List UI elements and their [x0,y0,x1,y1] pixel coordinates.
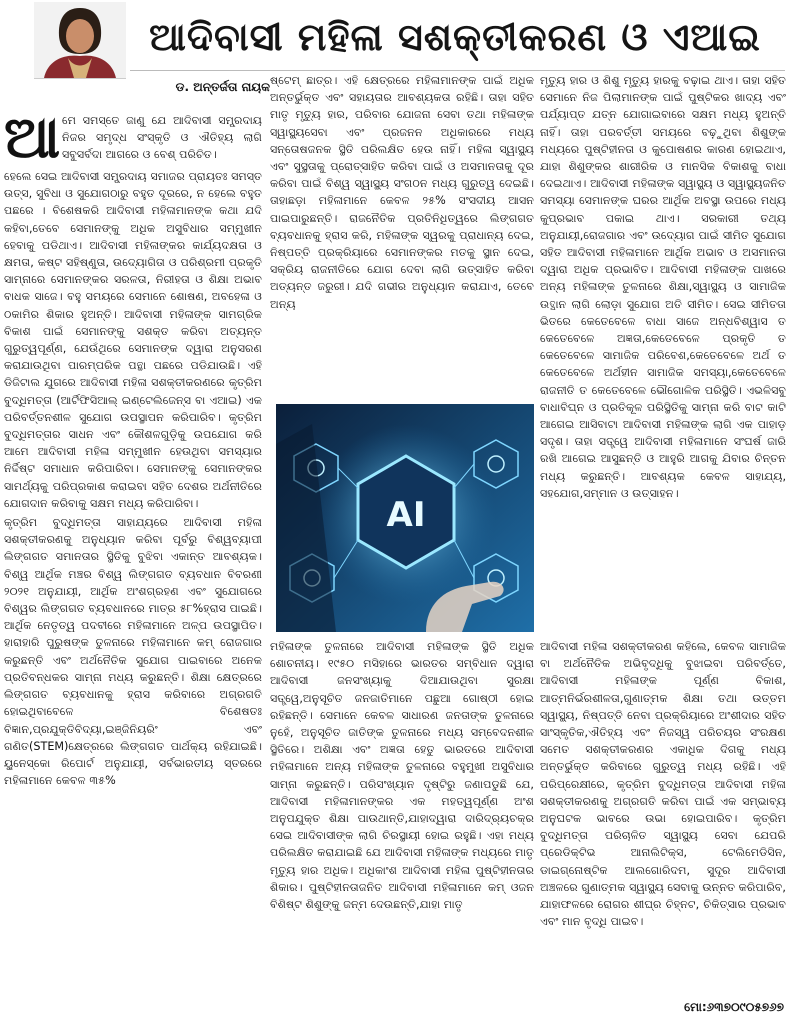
column-2-top [270,72,534,313]
body-paragraph: ମୃତ୍ୟୁ ହାର ଓ ଶିଶୁ ମୃତ୍ୟୁ ହାରକୁ ବଢ଼ାଇ ଥାଏ। ତାହା ସହିତ ସେମାନେ ନିଜ ପିଲାମାନଙ୍କ ପାଇଁ ପୁଷ୍ଟିକର ଖାଦ୍ୟ ଏବଂ ପର୍ଯ୍ୟାପ୍ତ ଯତ୍ନ ଯୋଗାଇବାରେ ସକ୍ଷମ ମଧ୍ୟ ହୁଅନ୍ତି ନାହିଁ। ତାହା ପରବର୍ତ୍ତୀ ସମୟରେ ବଢ଼ୁଥିବା ଶିଶୁଙ୍କ ମଧ୍ୟରେ ପୁଷ୍ଟିହୀନତା ଓ କୁପୋଷଣର କାରଣ ହୋଇଥାଏ, ଯାହା ଶିଶୁଙ୍କର ଶାରୀରିକ ଓ ମାନସିକ ବିକାଶକୁ ବାଧା ଦେଇଥାଏ। ଆଦିବାସୀ ମହିଳାଙ୍କ ସ୍ୱାସ୍ଥ୍ୟ ଓ ସ୍ୱାସ୍ଥ୍ୟଜନିତ ସମସ୍ୟା ସେମାନଙ୍କ ଘରର ଆର୍ଥିକ ଅବସ୍ଥା ଉପରେ ମଧ୍ୟ କୁପ୍ରଭାବ ପକାଇ ଥାଏ। ସରକାରୀ ତଥ୍ୟ ଅନୁଯାୟୀ,ରୋଜଗାର ଏବଂ ଉଦ୍ୟୋଗ ପାଇଁ ସୀମିତ ସୁଯୋଗ ସହିତ ଆଦିବାସୀ ମହିଳାମାନେ ଆର୍ଥିକ ଅଭାବ ଓ ଅସମାନତା ଦ୍ୱାରା ଅଧିକ ପ୍ରଭାବିତ। ଆଦିବାସୀ ମହିଳାଙ୍କ ପାଖରେ ଅନ୍ୟ ମହିଳାଙ୍କ ତୁଳନାରେ ଶିକ୍ଷା,ସ୍ୱାସ୍ଥ୍ୟ ଓ ସାମାଜିକ ଉତ୍ଥାନ ଲାଗି ଲୋଡ଼ା ସୁଯୋଗ ଅତି ସୀମିତ। ସେଇ ସୀମିତତା ଭିତରେ କେତେବେଳେ ବାଧା ସାଜେ ଅନ୍ଧବିଶ୍ୱାସ ତ କେତେବେଳେ ଅଜ୍ଞତା,କେତେବେଳେ ପ୍ରକୃତି ତ କେତେବେଳେ ସାମାଜିକ ପରିବେଶ,କେତେବେଳେ ଅର୍ଥ ତ କେତେବେଳେ ଅର୍ଥହୀନ ସାମାଜିକ ସମସ୍ୟା,କେତେବେଳେ ରାଜନୀତି ତ କେତେବେଳେ ଭୌଗୋଳିକ ପରିସ୍ଥିତି। ଏଭଳିସବୁ ବାଧାବିଘ୍ନ ଓ ପ୍ରତିକୂଳ ପରିସ୍ଥିତିକୁ ସାମ୍ନା କରି ବାଟ କାଟି ଆଗେଇ ଆସିବାଟା ଆଦିବାସୀ ମହିଳାଙ୍କ ଲାଗି ଏକ ପାହାଡ଼ ସଦୃଶ। ତାହା ସତ୍ତ୍ୱେ ଆଦିବାସୀ ମହିଳାମାନେ ସଂଘର୍ଷ ଜାରି ରଖି ଆଗେଇ ଆସୁଛନ୍ତି ଓ ଆହୁରି ଆଗକୁ ଯିବାର ଚିନ୍ତନ ମଧ୍ୟ କରୁଛନ୍ତି। ଆବଶ୍ୟକ କେବଳ ସାହାଯ୍ୟ, ସହଯୋଗ,ସମ୍ମାନ ଓ ଉତ୍ସାହନ। [540,74,786,500]
body-paragraph: କୃତ୍ରିମ ବୁଦ୍ଧିମତ୍ତା ସାହାଯ୍ୟରେ ଆଦିବାସୀ ମହିଳା ସଶକ୍ତୀକରଣକୁ ଅନୁଧ୍ୟାନ କରିବା ପୂର୍ବରୁ ବିଶ୍ୱବ୍ୟାପୀ ଲିଙ୍ଗଗତ ସମାନତାର ସ୍ଥିତିକୁ ବୁଝିବା ଏକାନ୍ତ ଆବଶ୍ୟକ। ବିଶ୍ୱ ଆର୍ଥିକ ମଞ୍ଚର ବିଶ୍ୱ ଲିଙ୍ଗଗତ ବ୍ୟବଧାନ ବିବରଣୀ ୨୦୨୧ ଅନୁଯାୟୀ, ଆର୍ଥିକ ଅଂଶଗ୍ରହଣ ଏବଂ ସୁଯୋଗରେ ବିଶ୍ୱର ଲିଙ୍ଗଗତ ବ୍ୟବଧାନରେ ମାତ୍ର ୫୮%ହ୍ରାସ ପାଇଛି। ଆର୍ଥିକ ନେତୃତ୍ୱ ପଦବୀରେ ମହିଳାମାନେ ଅଳ୍ପ ଉପସ୍ଥାପିତ। ହାରାହାରି ପୁରୁଷଙ୍କ ତୁଳନାରେ ମହିଳାମାନେ କମ୍ ରୋଜଗାର କରୁଛନ୍ତି ଏବଂ ଅର୍ଥନୈତିକ ସୁଯୋଗ ପାଇବାରେ ଅନେକ ପ୍ରତିବନ୍ଧକର ସାମ୍ନା ମଧ୍ୟ କରୁଛନ୍ତି। ଶିକ୍ଷା କ୍ଷେତ୍ରରେ ଲିଙ୍ଗଗତ ବ୍ୟବଧାନକୁ ହ୍ରାସ କରିବାରେ ଅଗ୍ରଗତି ହୋଇଥିବାବେଳେ ବିଶେଷତଃ ବିଜ୍ଞାନ,ପ୍ରଯୁକ୍ତିବିଦ୍ୟା,ଇଞ୍ଜିନିୟରିଂ ଏବଂ ଗଣିତ(STEM)କ୍ଷେତ୍ରରେ ଲିଙ୍ଗଗତ ପାର୍ଥକ୍ୟ ରହିଯାଇଛି। ୟୁନେସ୍କୋ ରିପୋର୍ଟ ଅନୁଯାୟୀ, ସର୍ବଭାରତୀୟ ସ୍ତରରେ ମହିଳାମାନେ କେବଳ ୩୫% [4,516,262,788]
body-paragraph: ହେଲେ ସେଇ ଆଦିବାସୀ ସମ୍ପ୍ରଦାୟ ସମାଜର ପ୍ରାୟତଃ ସମସ୍ତ ଉତ୍ସ, ସୁବିଧା ଓ ସୁଯୋଗଠାରୁ ବହୁତ ଦୂରରେ, ନ ହେଲେ ବହୁତ ପଛରେ । ବିଶେଷକରି ଆଦିବାସୀ ମହିଳାମାନଙ୍କ କଥା ଯଦି କହିବା,ତେବେ ସେମାନଙ୍କୁ ଅଧିକ ଅସୁବିଧାର ସମ୍ମୁଖୀନ ହେବାକୁ ପଡିଥାଏ। ଆଦିବାସୀ ମହିଳାଙ୍କର କାର୍ଯ୍ୟଦକ୍ଷତା ଓ କ୍ଷମତା, କଷ୍ଟ ସହିଷ୍ଣୁତା, ଉଦ୍ୟୋଗିତା ଓ ପରିଶ୍ରମୀ ପ୍ରକୃତି ସାମ୍ନାରେ ସେମାନଙ୍କର ସରଳତା, ନିରୀହତା ଓ ଶିକ୍ଷା ଅଭାବ ବାଧକ ସାଜେ। ବହୁ ସମୟରେ ସେମାନେ ଶୋଷଣ, ଅବହେଳା ଓ ଠକାମିର ଶିକାର ହୁଅନ୍ତି। ଆଦିବାସୀ ମହିଳାଙ୍କ ସାମଗ୍ରିକ ବିକାଶ ପାଇଁ ସେମାନଙ୍କୁ ସଶକ୍ତ କରିବା ଅତ୍ୟନ୍ତ ଗୁରୁତ୍ୱପୂର୍ଣ୍ଣ, ଯେଉଁଥିରେ ସେମାନଙ୍କ ଦ୍ୱାରା ଅନୁସରଣ କରାଯାଉଥିବା ପାରମ୍ପରିକ ପନ୍ଥା ପଛରେ ପଡିଯାଉଛି। ଏହି ଡିଜିଟାଲ ଯୁଗରେ ଆଦିବାସୀ ମହିଳା ସଶକ୍ତୀକରଣରେ କୃତ୍ରିମ ବୁଦ୍ଧିମତ୍ତା (ଆର୍ଟିଫିସିଆଲ୍ ଇଣ୍ଟେଲିଜେନ୍ସ ବା ଏଆଇ) ଏକ ପରିବର୍ତ୍ତନଶୀଳ ସୁଯୋଗ ଉପସ୍ଥାପନ କରିପାରିବ। କୃତ୍ରିମ ବୁଦ୍ଧିମତ୍ତାର ସାଧନ ଏବଂ କୌଶଳଗୁଡ଼ିକୁ ଉପଯୋଗ କରି ଆମେ ଆଦିବାସୀ ମହିଳା ସମ୍ମୁଖୀନ ହେଉଥିବା ସମସ୍ୟାର ନିର୍ଦ୍ଦିଷ୍ଟ ସମାଧାନ କରିପାରିବା। ସେମାନଙ୍କୁ ସେମାନଙ୍କର ସାମର୍ଥ୍ୟକୁ ପରିପ୍ରକାଶ କରାଇବା ସହିତ ଦେଶର ଅର୍ଥନୀତିରେ ଯୋଗଦାନ କରିବାକୁ ସକ୍ଷମ ମଧ୍ୟ କରିପାରିବା। [4,170,262,510]
lead-paragraph: ମେ ସମସ୍ତେ ଜାଣୁ ଯେ ଆଦିବାସୀ ସମ୍ପ୍ରଦାୟ ନିଜର ସମୃଦ୍ଧ ସଂସ୍କୃତି ଓ ଐତିହ୍ୟ ଲାଗି ସବୁସର୍ବଦା ଆଗରେ ଓ ବେଶ୍ ପରିଚିତ। [62,114,262,162]
drop-cap: ଆ [4,103,61,171]
column-3-bottom [540,638,786,930]
author-photo [34,2,126,79]
author-contact: ମୋ:୬୩୭୦୯୦୫୭୬୭ [684,1000,784,1014]
ai-illustration [276,404,534,632]
body-paragraph: ଆଦିବାସୀ ମହିଳା ସଶକ୍ତୀକରଣ କହିଲେ, କେବଳ ସାମାଜିକ ବା ଅର୍ଥନୈତିକ ଅଭିବୃଦ୍ଧିକୁ ବୁଝାଇବା ପରିବର୍ତ୍ତେ, ଆଦିବାସୀ ମହିଳାଙ୍କ ପୂର୍ଣ୍ଣ ବିକାଶ, ଆତ୍ମନିର୍ଭରଶୀଳତା,ଗୁଣାତ୍ମକ ଶିକ୍ଷା ତଥା ଉତ୍ତମ ସ୍ୱାସ୍ଥ୍ୟ, ନିଷ୍ପତ୍ତି ନେବା ପ୍ରକ୍ରିୟାରେ ଅଂଶୀଦାର ସହିତ ସାଂସ୍କୃତିକ,ଐତିହ୍ୟ ଏବଂ ନିଜସ୍ୱ ପରିଚୟର ସଂରକ୍ଷଣ ସମେତ ସଶକ୍ତୀକରଣର ଏକାଧିକ ଦିଗକୁ ମଧ୍ୟ ଅନ୍ତର୍ଭୁକ୍ତ କରିବାରେ ଗୁରୁତ୍ୱ ମଧ୍ୟ ରହିଛି। ଏହି ପରିପ୍ରେକ୍ଷୀରେ, କୃତ୍ରିମ ବୁଦ୍ଧିମତ୍ତା ଆଦିବାସୀ ମହିଳା ସଶକ୍ତୀକରଣକୁ ଅଗ୍ରଗତି କରିବା ପାଇଁ ଏକ ସମ୍ଭାବ୍ୟ ଅନୁଘଟକ ଭାବରେ ଉଭା ହୋଇପାରିବ। କୃତ୍ରିମ ବୁଦ୍ଧିମତ୍ତା ପରିଚାଳିତ ସ୍ୱାସ୍ଥ୍ୟ ସେବା ଯେପରି ପ୍ରେଡିକ୍ଟିଭ ଆନାଲିଟିକ୍ସ, ଟେଲିମେଡିସିନ, ଡାଇଗ୍ନୋଷ୍ଟିକ ଆଲଗୋରିଦମ, ସୁଦୂର ଆଦିବାସୀ ଅଞ୍ଚଳରେ ଗୁଣାତ୍ମକ ସ୍ୱାସ୍ଥ୍ୟ ସେବାକୁ ଉନ୍ନତ କରିପାରିବ, ଯାହାଫଳରେ ରୋଗର ଶୀଘ୍ର ଚିହ୍ନଟ, ଚିକିତ୍ସାର ପ୍ରଭାବ ଏବଂ ମାନ ବୃଦ୍ଧି ପାଇବ। [540,640,786,929]
body-paragraph: ଷ୍ଟେମ୍ ଛାତ୍ର। ଏହି କ୍ଷେତ୍ରରେ ମହିଳାମାନଙ୍କ ପାଇଁ ଅଧିକ ଅନ୍ତର୍ଭୁକ୍ତ ଏବଂ ସହାୟତାର ଆବଶ୍ୟକତା ରହିଛି। ତାହା ସହିତ ମାତୃ ମୃତ୍ୟୁ ହାର, ପରିବାର ଯୋଜନା ସେବା ତଥା ମହିଳାଙ୍କ ସ୍ୱାସ୍ଥ୍ୟସେବା ଏବଂ ପ୍ରଜନନ ଅଧିକାରରେ ମଧ୍ୟ ସନ୍ତୋଷଜନକ ସ୍ଥିତି ପରିଲକ୍ଷିତ ହେଉ ନାହିଁ। ମହିଳା ସ୍ୱାସ୍ଥ୍ୟ ଏବଂ ସୁସ୍ଥତାକୁ ପ୍ରୋତ୍ସାହିତ କରିବା ପାଇଁ ଓ ଅସମାନତାକୁ ଦୂର କରିବା ପାଇଁ ବିଶ୍ୱ ସ୍ୱାସ୍ଥ୍ୟ ସଂଗଠନ ମଧ୍ୟ ଗୁରୁତ୍ୱ ଦେଇଛି। ତାହାଛଡ଼ା ମହିଳାମାନେ କେବଳ ୨୫% ସଂସଦୀୟ ଆସନ ପାଇପାରୁଛନ୍ତି। ରାଜନୈତିକ ପ୍ରତିନିଧିତ୍ୱରେ ଲିଙ୍ଗଗତ ବ୍ୟବଧାନକୁ ହ୍ରାସ କରି, ମହିଳାଙ୍କ ସ୍ୱରକୁ ପ୍ରାଧାନ୍ୟ ଦେଇ, ନିଷ୍ପତ୍ତି ପ୍ରକ୍ରିୟାରେ ସେମାନଙ୍କର ମତକୁ ସ୍ଥାନ ଦେଇ, ସକ୍ରିୟ ରାଜନୀତିରେ ଯୋଗ ଦେବା ଲାଗି ଉତ୍ସାହିତ କରିବା ଅତ୍ୟନ୍ତ ଜରୁରୀ। ଯଦି ଗଭୀର ଅନୁଧ୍ୟାନ କରାଯାଏ, ତେବେ ଅନ୍ୟ [270,74,534,311]
header-divider [130,70,785,71]
article-byline: ଡ. ଅନ୍ତର୍ଜତା ନାୟକ [175,80,270,94]
column-3-top [540,72,786,502]
column-2-bottom [270,638,534,913]
column-1 [4,168,262,789]
article-headline: ଆଦିବାସୀ ମହିଳା ସଶକ୍ତୀକରଣ ଓ ଏଆଇ [149,15,761,59]
body-paragraph: ମହିଳାଙ୍କ ତୁଳନାରେ ଆଦିବାସୀ ମହିଳାଙ୍କ ସ୍ଥିତି ଅଧିକ ଶୋଚନୀୟ। ୧୯୫୦ ମସିହାରେ ଭାରତର ସମ୍ବିଧାନ ଦ୍ୱାରା ଆଦିବାସୀ ଜନସଂଖ୍ୟାକୁ ଦିଆଯାଉଥିବା ସୁରକ୍ଷା ସତ୍ତ୍ୱେ,ଅନୁସୂଚିତ ଜନଜାତିମାନେ ପଛୁଆ ଗୋଷ୍ଠୀ ହୋଇ ରହିଛନ୍ତି। ସେମାନେ କେବଳ ସାଧାରଣ ଜନତାଙ୍କ ତୁଳନାରେ ନୁହେଁ, ଅନୁସୂଚିତ ଜାତିଙ୍କ ତୁଳନାରେ ମଧ୍ୟ ସମ୍ବେଦନଶୀଳ ସ୍ଥିତିରେ। ଅଶିକ୍ଷା ଏବଂ ଅଜ୍ଞତା ହେତୁ ଭାରତରେ ଆଦିବାସୀ ମହିଳାମାନେ ଅନ୍ୟ ମହିଳାଙ୍କ ତୁଳନାରେ ବହୁମୁଖୀ ଅସୁବିଧାର ସାମ୍ନା କରୁଛନ୍ତି। ପରିସଂଖ୍ୟାନ ଦୃଷ୍ଟିରୁ ଜଣାପଡୁଛି ଯେ, ଆଦିବାସୀ ମହିଳାମାନଙ୍କର ଏକ ମହତ୍ୱପୂର୍ଣ୍ଣ ଅଂଶ ଅନୁପଯୁକ୍ତ ଶିକ୍ଷା ପାଉଥାନ୍ତି,ଯାହାଦ୍ୱାରା ଦାରିଦ୍ର୍ୟଚକ୍ର ସେଇ ଆଦିବାସୀଙ୍କ ଲାଗି ଚିରସ୍ଥାୟୀ ହୋଇ ରହୁଛି। ଏହା ମଧ୍ୟ ପରିଲକ୍ଷିତ କରାଯାଇଛି ଯେ ଆଦିବାସୀ ମହିଳାଙ୍କ ମଧ୍ୟରେ ମାତୃ ମୃତ୍ୟୁ ହାର ଅଧିକ। ଅଧିକାଂଶ ଆଦିବାସୀ ମହିଳା ପୁଷ୍ଟିହୀନତାର ଶିକାର। ପୁଷ୍ଟିହୀନତାଜନିତ ଆଦିବାସୀ ମହିଳାମାନେ କମ୍ ଓଜନ ବିଶିଷ୍ଟ ଶିଶୁଙ୍କୁ ଜନ୍ମ ଦେଉଛନ୍ତି,ଯାହା ମାତୃ [270,640,534,912]
ai-label: AI [386,495,426,535]
